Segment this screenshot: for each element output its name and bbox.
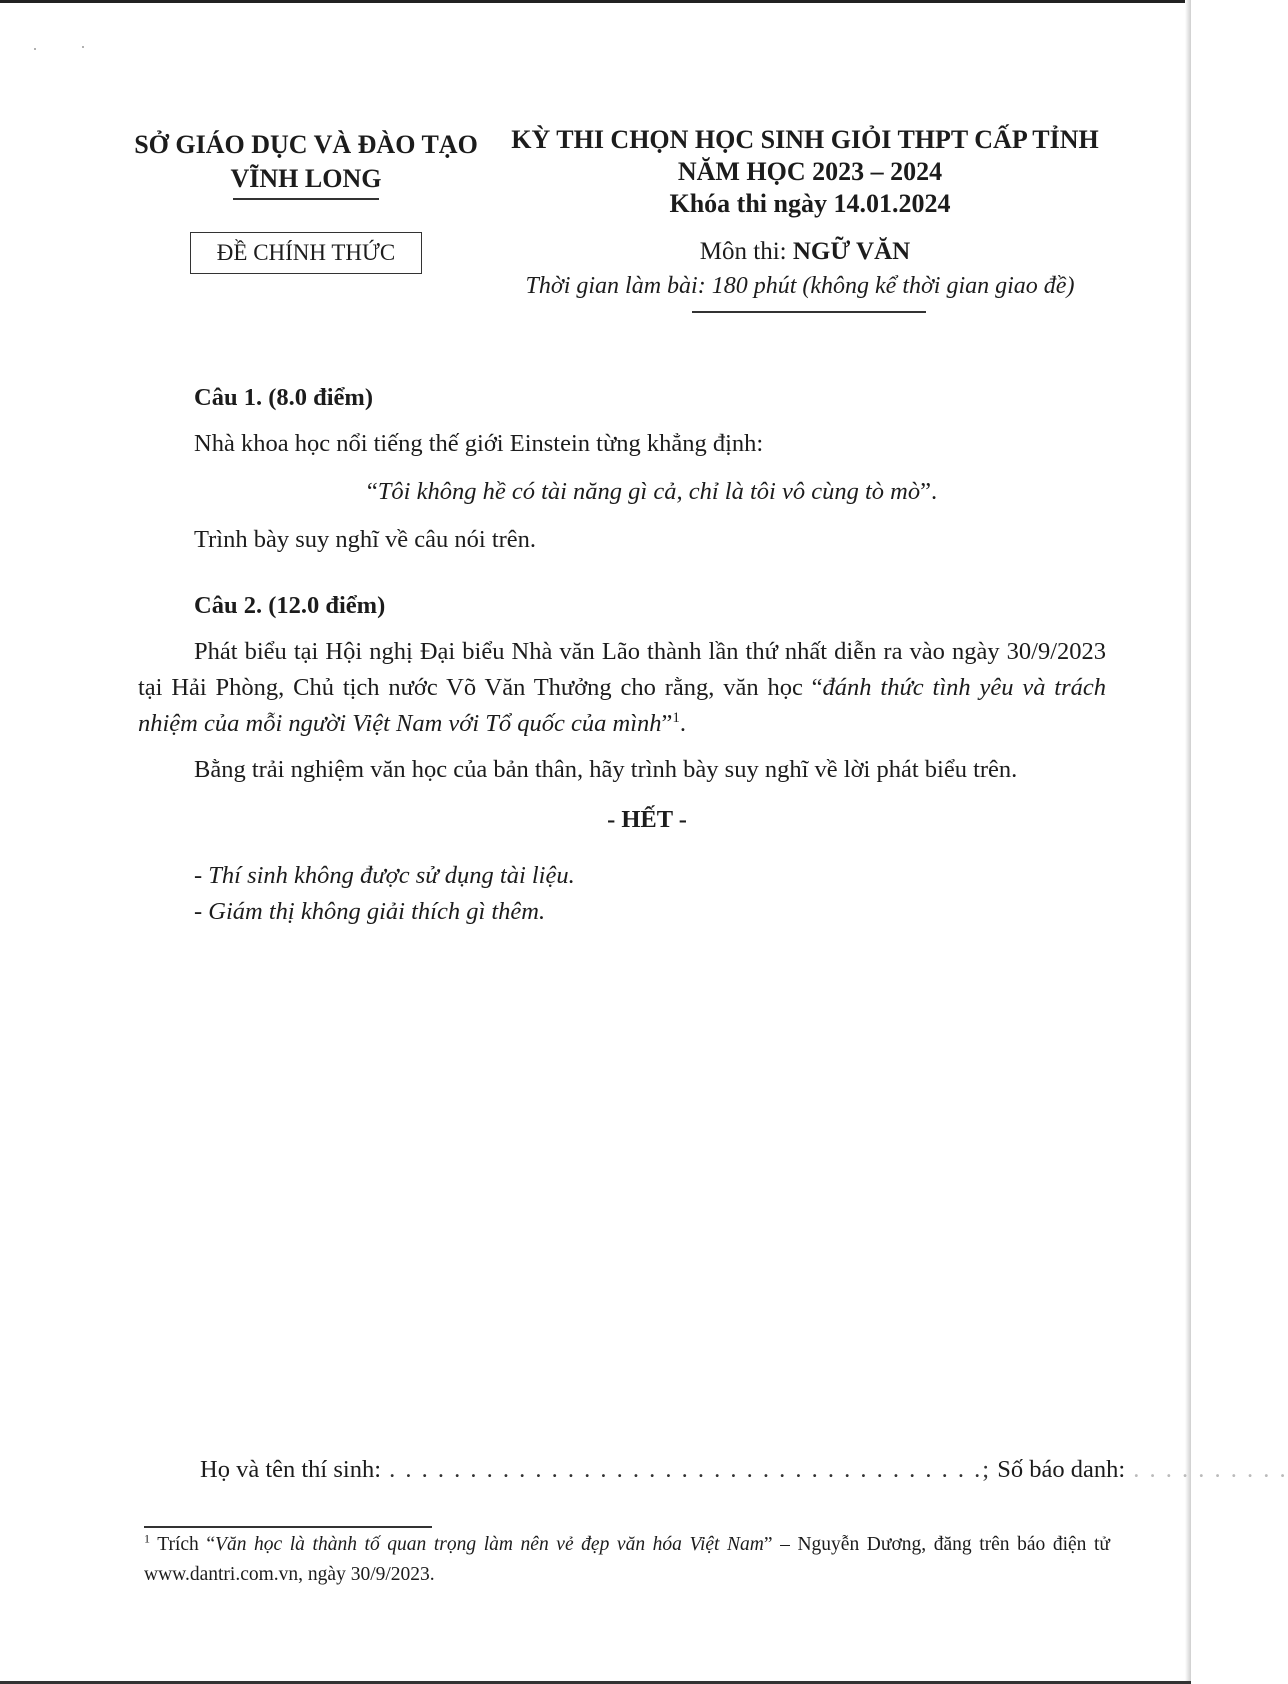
- footnote-suffix: ” – Nguyễn Dương, đăng trên báo điện tử www.dantri.com.vn, ngày 30/9/2023.: [144, 1534, 1110, 1585]
- quote-text: Tôi không hề có tài năng gì cả, chỉ là tôi vô cùng tò mò: [377, 478, 921, 505]
- end-mark: - HẾT -: [607, 806, 687, 833]
- exam-name: KỲ THI CHỌN HỌC SINH GIỎI THPT CẤP TỈNH: [511, 125, 1099, 154]
- quote-open-mark: “: [366, 478, 378, 505]
- quote-text: đánh thức tình yêu và trách nhiệm của mỗi người Việt Nam với Tổ quốc của mình: [138, 674, 1107, 737]
- candidate-info-line: [200, 1452, 1288, 1488]
- question1-intro: Nhà khoa học nổi tiếng thế giới Einstein từng khẳng định:: [194, 430, 764, 457]
- question2-task: Bằng trải nghiệm văn học của bản thân, hãy trình bày suy nghĩ về lời phát biểu trên.: [194, 756, 1018, 783]
- quote-open-mark: “: [811, 674, 823, 701]
- official-exam-badge: ĐỀ CHÍNH THỨC: [190, 232, 422, 274]
- candidate-name-blank: . . . . . . . . . . . . . . . . . . . . . . . . . . . . . . . . . . . . .;: [381, 1456, 992, 1483]
- subject-name: NGỮ VĂN: [792, 238, 911, 265]
- footnote-prefix: Trích “: [150, 1534, 216, 1555]
- question2-heading: Câu 2. (12.0 điểm): [194, 592, 386, 619]
- province-name: VĨNH LONG: [230, 164, 382, 193]
- time-line: [490, 270, 1110, 302]
- exam-body: [138, 380, 1106, 930]
- question1-task: Trình bày suy nghĩ về câu nói trên.: [194, 526, 537, 553]
- note-no-explanation: - Giám thị không giải thích gì thêm.: [194, 898, 546, 925]
- footnote: [144, 1530, 1110, 1590]
- question2-paragraph: [138, 634, 1106, 742]
- paragraph-end: .: [679, 710, 687, 737]
- question1-quote: [138, 474, 1106, 510]
- note-no-materials: - Thí sinh không được sử dụng tài liệu.: [194, 862, 575, 889]
- footnote-ref: 1: [672, 709, 680, 726]
- school-year: NĂM HỌC 2023 – 2024: [677, 157, 943, 186]
- question1-heading: Câu 1. (8.0 điểm): [194, 384, 373, 411]
- subject-label: Môn thi:: [699, 238, 793, 265]
- paragraph-start: Phát biểu tại Hội nghị Đại biểu Nhà văn Lão thành lần thứ nhất diễn ra vào ngày 30/9/2023 tại Hải Phòng, Chủ tịch nước Võ Văn Thưởng cho rằng, văn học: [138, 638, 1106, 701]
- scan-speck: [82, 46, 84, 48]
- footnote-number: 1: [144, 1531, 150, 1546]
- time-value: 180 phút (không kể thời gian giao đề): [711, 273, 1075, 299]
- spacer: [138, 570, 1106, 588]
- footnote-title: Văn học là thành tố quan trọng làm nên vẻ đẹp văn hóa Việt Nam: [215, 1534, 764, 1555]
- exam-date: Khóa thi ngày 14.01.2024: [669, 189, 951, 218]
- candidate-id-blank: . . . . . . . . . .: [1125, 1456, 1288, 1483]
- quote-close-mark: ”: [661, 710, 673, 737]
- candidate-name-label: Họ và tên thí sinh:: [200, 1456, 382, 1483]
- header-left: [126, 128, 486, 200]
- quote-close-mark: ”.: [920, 478, 938, 505]
- department-name: SỞ GIÁO DỤC VÀ ĐÀO TẠO: [134, 130, 478, 159]
- candidate-id-label: Số báo danh:: [991, 1456, 1126, 1483]
- time-label: Thời gian làm bài:: [525, 273, 712, 299]
- header-right: [500, 124, 1110, 220]
- top-border: [0, 0, 1191, 3]
- subject-line: [500, 236, 1110, 268]
- scan-speck: [34, 48, 36, 50]
- header-divider: [692, 311, 926, 313]
- province-underline: [233, 198, 379, 200]
- page-edge-shadow: [1185, 0, 1191, 1684]
- footnote-divider: [144, 1526, 432, 1528]
